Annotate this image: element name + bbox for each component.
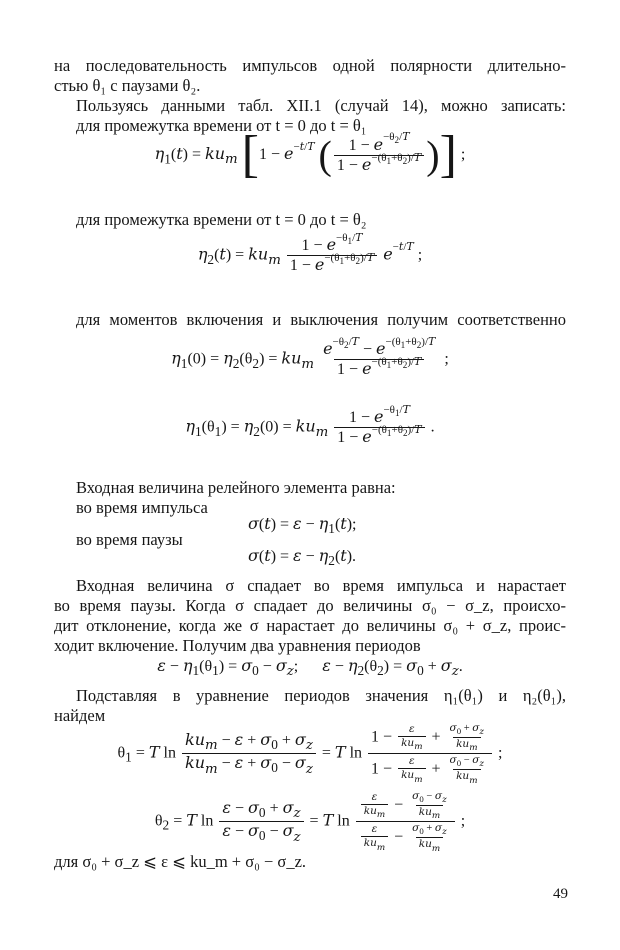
text-line: ходит включение. Получим два уравнения периодов — [54, 636, 421, 655]
equation-eta1: $\eta_1(t) = ku_m$ [$1 - e^{-t/T}$ ( $\frac{1 - e^{-\theta_2/T}}{1 - e^{-(\theta_1+\theta_2)/T}}$ )] ; — [154, 126, 466, 183]
text-line: для σ₀ + σ_z ⩽ ε ⩽ ku_m + σ₀ − σ_z. — [54, 852, 307, 871]
text-line: Входная величина релейного элемента равна: — [76, 478, 396, 497]
equation-sigma-pulse: $\sigma(t) = \varepsilon - \eta_1(t)$; — [248, 514, 357, 537]
text-line: найдем — [54, 706, 106, 725]
text-line: Входная величина σ спадает во время импульса и нарастает — [76, 576, 566, 595]
text-line: для промежутка времени от t = 0 до t = θ₂ — [76, 210, 367, 229]
text-line: во время паузы. Когда σ спадает до величины σ₀ − σ_z, происхо- — [54, 596, 566, 615]
text-line: на последовательность импульсов одной полярности длительно- — [54, 56, 566, 75]
text-line: для моментов включения и выключения получим соответственно — [76, 310, 566, 329]
text-line: стью θ₁ с паузами θ₂. — [54, 76, 201, 95]
equation-period-conditions: $\varepsilon - \eta_1(\theta_1) = \sigma_0 - \sigma_z$; $\varepsilon - \eta_2(\theta_2) = \sigma_0 + \sigma_z$. — [157, 656, 463, 680]
text-line: дит отклонение, когда же σ нарастает до величины σ₀ + σ_z, проис- — [54, 616, 566, 635]
equation-eta2: $\eta_2(t) = ku_m$ $\frac{1 - e^{-\theta_1/T}}{1 - e^{-(\theta_1+\theta_2)/T}}$ $e^{-t/T}$ ; — [197, 230, 423, 275]
text-line: для промежутка времени от t = 0 до t = θ₁ — [76, 116, 367, 135]
equation-eta-switch-off: $\eta_1(\theta_1) = \eta_2(0) = ku_m$ $\frac{1 - e^{-\theta_1/T}}{1 - e^{-(\theta_1+\theta_2)/T}}$ . — [185, 402, 435, 447]
text-line: во время импульса — [76, 498, 208, 517]
equation-eta-switch-on: $\eta_1(0) = \eta_2(\theta_2) = ku_m$ $\frac{e^{-\theta_2/T} - e^{-(\theta_1+\theta_2)/T}}{1 - e^{-(\theta_1+\theta_2)/T}}$ ; — [171, 334, 449, 379]
text-line: во время паузы — [76, 530, 183, 549]
text-line: Подставляя в уравнение периодов значения η₁(θ₁) и η₂(θ₁), — [76, 686, 566, 705]
equation-sigma-pause: $\sigma(t) = \varepsilon - \eta_2(t)$. — [248, 546, 357, 569]
equation-theta2: $\theta_2 = T$ ln $\frac{\varepsilon - \sigma_0 + \sigma_z}{\varepsilon - \sigma_0 - \sigma_z}$ = T ln ε $ku_m$ − $\sigma_0 - \sigma_z$ $ku_m$ ε $ku_m$ − $\sigma_0 + \sigma_z$ $ku_m$ ; — [154, 790, 466, 854]
equation-theta1: $\theta_1 = T$ ln $ku_m - \varepsilon + \sigma_0 + \sigma_z$ $ku_m - \varepsilon + \sigma_0 - \sigma_z$ = T ln 1 − ε $ku_m$ + $\sigma_0 + \sigma_z$ $ku_m$ 1 − ε $ku_m$ + $\sigma_0 - \sigma_z$ $ku_m$ ; — [117, 722, 503, 786]
text-line: Пользуясь данными табл. XII.1 (случай 14), можно записать: — [76, 96, 566, 115]
page-number: 49 — [553, 886, 568, 902]
